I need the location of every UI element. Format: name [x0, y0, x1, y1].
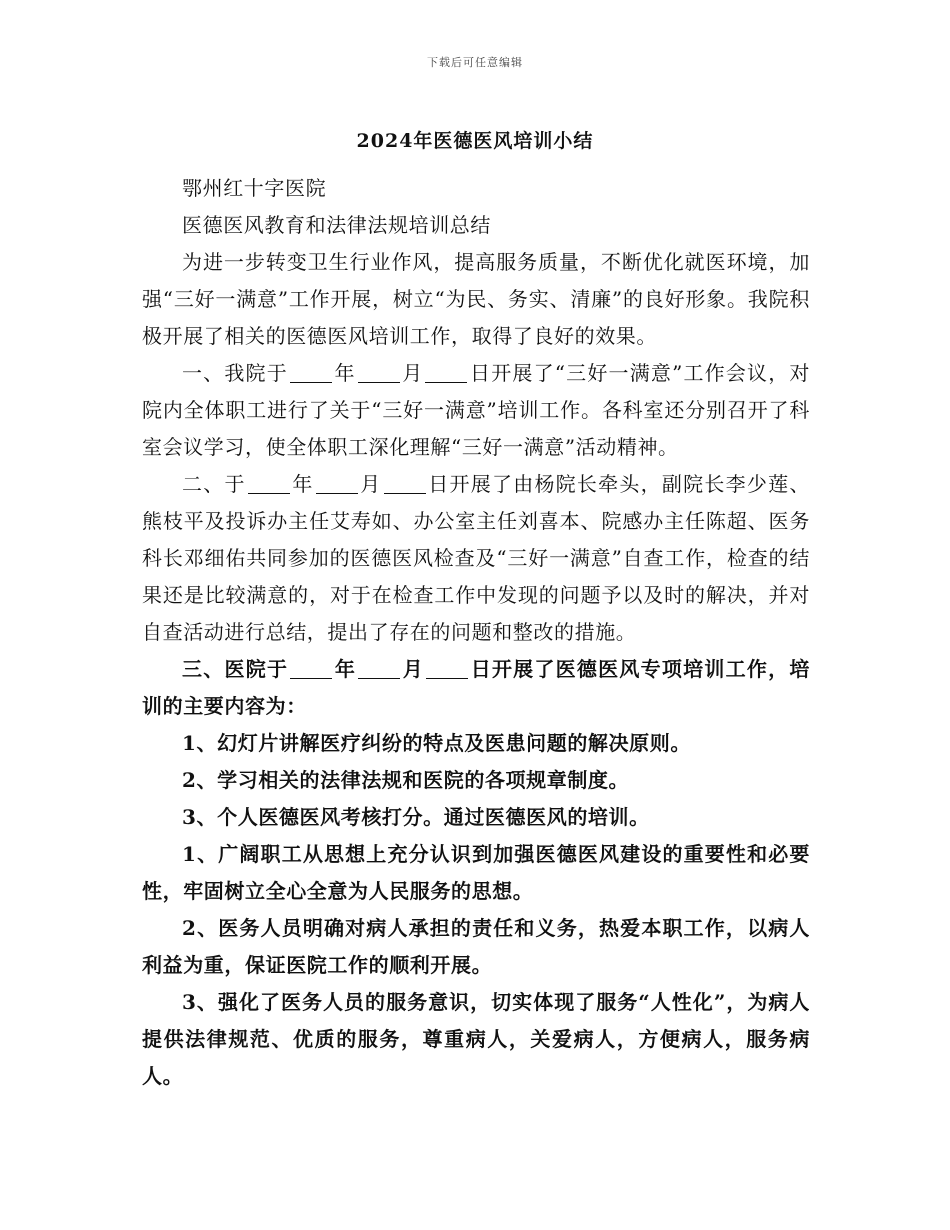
paragraph-section-two: [142, 466, 810, 651]
header-note: 下载后可任意编辑: [427, 56, 523, 69]
document-title: 2024年医德医风培训小结: [356, 130, 594, 152]
list-item-result-1: 1、广阔职工从思想上充分认识到加强医德医风建设的重要性和必要性，牢固树立全心全意为人民服务的思想。: [142, 842, 810, 903]
blank-day-field: [426, 656, 468, 679]
paragraph-subtitle: 医德医风教育和法律法规培训总结: [182, 213, 491, 237]
paragraph-section-three: [142, 651, 810, 725]
section-one-rest: 日开展了“三好一满意”工作会议，对院内全体职工进行了关于“三好一满意”培训工作。各科室还分别召开了科室会议学习，使全体职工深化理解“三好一满意”活动精神。: [142, 361, 810, 459]
section-three-year: 年: [334, 657, 357, 681]
blank-day-field: [384, 471, 426, 494]
blank-month-field: [316, 471, 358, 494]
document-body: [142, 170, 810, 1095]
section-two-month: 月: [359, 472, 382, 496]
blank-year-field: [290, 656, 332, 679]
blank-year-field: [290, 360, 332, 383]
section-three-rest: 日开展了医德医风专项培训工作，培训的主要内容为：: [142, 657, 810, 718]
blank-month-field: [358, 656, 400, 679]
blank-year-field: [248, 471, 290, 494]
section-one-month: 月: [401, 361, 424, 385]
section-one-year: 年: [333, 361, 356, 385]
list-item-result-2: 2、医务人员明确对病人承担的责任和义务，热爱本职工作，以病人利益为重，保证医院工作的顺利开展。: [142, 916, 810, 977]
section-two-rest: 日开展了由杨院长牵头，副院长李少莲、熊枝平及投诉办主任艾寿如、办公室主任刘喜本、院感办主任陈超、医务科长邓细佑共同参加的医德医风检查及“三好一满意”自查工作，检查的结果还是比较满意的，对于在检查工作中发现的问题予以及时的解决，并对自查活动进行总结，提出了存在的问题和整改的措施。: [142, 472, 810, 644]
paragraph-hospital-name: 鄂州红十字医院: [182, 176, 327, 200]
blank-day-field: [425, 360, 467, 383]
list-item-content-3: 3、个人医德医风考核打分。通过医德医风的培训。: [182, 805, 650, 829]
paragraph-intro: 为进一步转变卫生行业作风，提高服务质量，不断优化就医环境，加强“三好一满意”工作开展，树立“为民、务实、清廉”的良好形象。我院积极开展了相关的医德医风培训工作，取得了良好的效果。: [142, 250, 810, 348]
section-two-lead: 二、于: [182, 472, 246, 496]
list-item-content-1: 1、幻灯片讲解医疗纠纷的特点及医患问题的解决原则。: [182, 731, 691, 755]
paragraph-section-one: [142, 355, 810, 466]
section-three-month: 月: [402, 657, 425, 681]
blank-month-field: [358, 360, 400, 383]
section-two-year: 年: [291, 472, 314, 496]
section-three-lead: 三、医院于: [182, 657, 289, 681]
list-item-content-2: 2、学习相关的法律法规和医院的各项规章制度。: [182, 768, 630, 792]
section-one-lead: 一、我院于: [182, 361, 288, 385]
list-item-result-3: 3、强化了医务人员的服务意识，切实体现了服务“人性化”，为病人提供法律规范、优质的服务，尊重病人，关爱病人，方便病人，服务病人。: [142, 990, 810, 1088]
